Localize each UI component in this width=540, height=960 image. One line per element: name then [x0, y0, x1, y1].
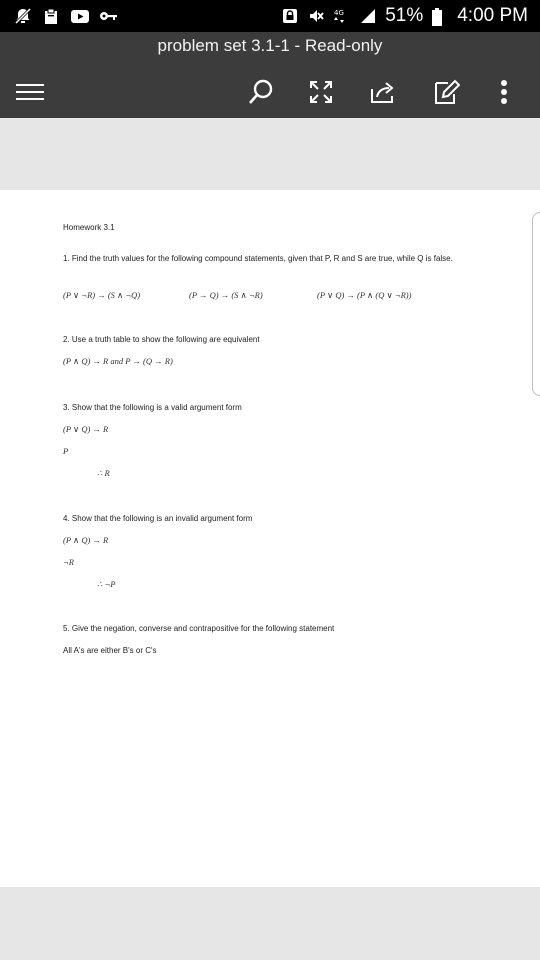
menu-button[interactable]: [12, 76, 48, 112]
data-icon: [333, 7, 351, 25]
clock: 4:00 PM: [457, 5, 528, 26]
mute-notification-icon: [14, 7, 32, 25]
vibrate-mute-icon: [307, 7, 325, 25]
edit-icon: [432, 78, 460, 111]
document-title: problem set 3.1-1 - Read-only: [157, 36, 383, 55]
scroll-handle[interactable]: [532, 212, 540, 396]
question-4-premise-1: (P ∧ Q) → R: [63, 535, 109, 545]
question-4-text: 4. Show that the following is an invalid argument form: [63, 514, 253, 523]
toolbar: [0, 72, 540, 116]
search-icon: [246, 77, 276, 112]
status-bar: [0, 0, 540, 32]
search-button[interactable]: [243, 76, 279, 112]
question-3-premise-2: P: [63, 446, 69, 456]
question-5-statement: All A's are either B's or C's: [63, 646, 157, 655]
more-icon: [500, 79, 508, 110]
svg-text:4G: 4G: [334, 9, 345, 17]
question-2-expression: (P ∧ Q) → R and P → (Q → R): [63, 356, 173, 366]
doc-heading: Homework 3.1: [63, 223, 115, 232]
question-1-expression-1: (P ∨ ¬R) → (S ∧ ¬Q): [63, 290, 141, 300]
question-1-text: 1. Find the truth values for the following compound statements, given that P, R and S are true, while Q is false.: [63, 254, 453, 263]
lock-icon: [281, 7, 299, 25]
system-status: [281, 5, 528, 27]
edit-button[interactable]: [428, 76, 464, 112]
question-3-conclusion: ∴ R: [97, 468, 110, 478]
fullscreen-button[interactable]: [303, 76, 339, 112]
question-3-premise-1: (P ∨ Q) → R: [63, 424, 109, 434]
question-4-premise-2: ¬R: [63, 557, 74, 567]
notification-icons: [14, 7, 116, 25]
question-2-text: 2. Use a truth table to show the following are equivalent: [63, 335, 260, 344]
clipboard-icon: [42, 7, 60, 25]
signal-icon: [359, 7, 377, 25]
battery-percent: 51%: [385, 5, 424, 26]
question-1-expression-3: (P ∨ Q) → (P ∧ (Q ∨ ¬R)): [317, 290, 412, 300]
battery-icon: [431, 7, 449, 25]
question-4-conclusion: ∴ ¬P: [97, 579, 116, 589]
fullscreen-icon: [308, 79, 334, 110]
share-icon: [369, 79, 397, 110]
question-5-text: 5. Give the negation, converse and contrapositive for the following statement: [63, 624, 335, 633]
app-header: [0, 32, 540, 118]
menu-icon: [14, 81, 46, 108]
key-icon: [98, 7, 116, 25]
question-3-text: 3. Show that the following is a valid argument form: [63, 403, 242, 412]
more-options-button[interactable]: [486, 76, 522, 112]
youtube-icon: [70, 7, 88, 25]
share-button[interactable]: [365, 76, 401, 112]
question-1-expression-2: (P → Q) → (S ∧ ¬R): [189, 290, 263, 300]
